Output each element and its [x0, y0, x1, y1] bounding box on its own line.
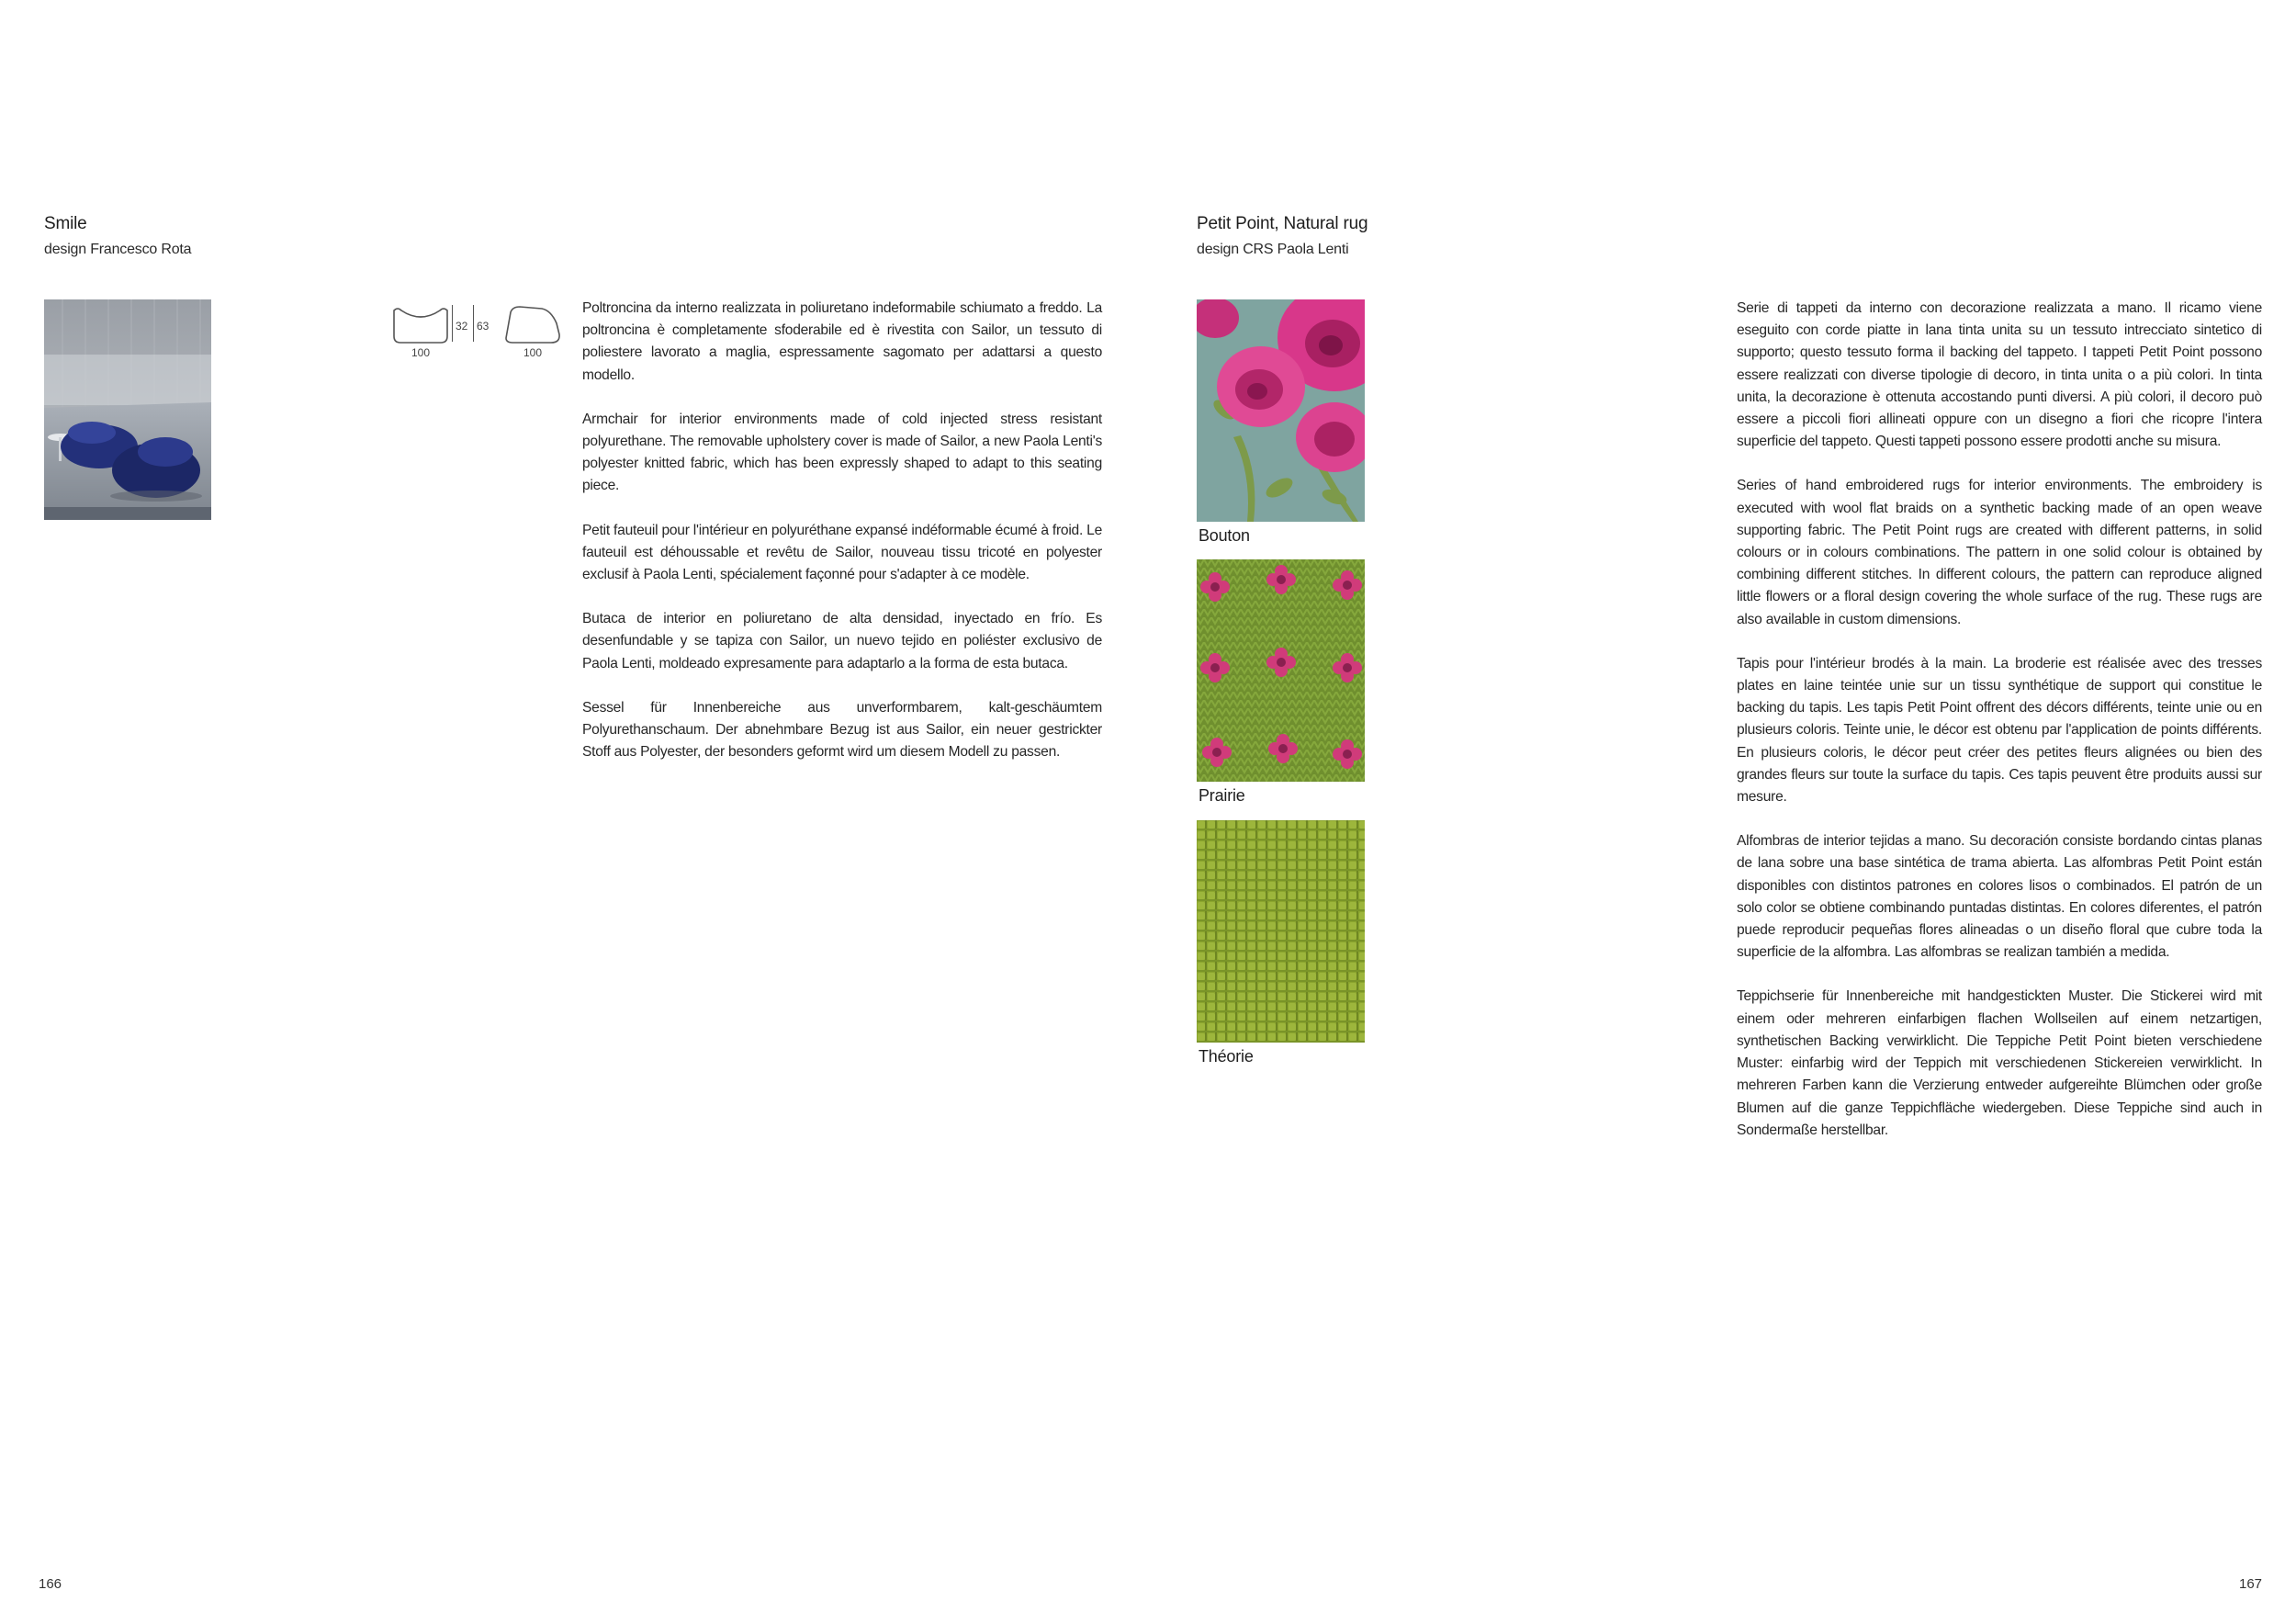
description-german: Teppichserie für Innenbereiche mit handgestickten Muster. Die Stickerei wird mit einem oder mehreren einfarbigen flachen Wollseilen auf einem netzartigen, synthetischen Backing verwirklicht. Die Teppiche Petit Point bieten verschiedene Muster: einfarbig wird der Teppich mit verschiedenen Stickereien verwirklicht. In mehreren Farben kann die Verzierung entweder aufgereihte Blümchen oder große Blumen auf die ganze Teppichfläche wiedergeben. Diese Teppiche sind auch in Sondermaße herstellbar. [1737, 988, 2262, 1138]
product-title-petit-point: Petit Point, Natural rug [1197, 214, 1368, 233]
swatch-bouton-image [1197, 299, 1365, 522]
armchair-front-view-drawing [391, 303, 450, 347]
dimension-drawings [391, 303, 566, 360]
swatch-theorie-image [1197, 820, 1365, 1043]
description-french: Petit fauteuil pour l'intérieur en polyuréthane expansé indéformable écumé à froid. Le fauteuil est déhoussable et revêtu de Sailor, nouveau tissu tricoté en polyester exclusif à Paola Lenti, spécialement façonné pour s'adapter à ce modèle. [582, 522, 1102, 583]
swatch-prairie-label: Prairie [1199, 786, 1245, 805]
petit-point-description [1737, 298, 2262, 1164]
designer-credit-petit-point: design CRS Paola Lenti [1197, 242, 1349, 257]
dimension-divider [452, 305, 453, 342]
description-italian: Poltroncina da interno realizzata in poliuretano indeformabile schiumato a freddo. La poltroncina è completamente sfoderabile ed è rivestita con Sailor, un tessuto di poliestere lavorato a maglia, espressamente sagomato per adattarsi a questo modello. [582, 300, 1102, 383]
description-french: Tapis pour l'intérieur brodés à la main. La broderie est réalisée avec des tresses plates en laine teintée unie sur un tissu synthétique de support qui constitue le backing du tapis. Les tapis Petit Point offrent des décors différents, teinte unie ou en plusieurs coloris. Teinte unie, le décor est obtenu par l'application de points différents. En plusieurs coloris, le décor peut créer des petites fleurs alignées ou bien des grandes fleurs sur toute la surface du tapis. Ces tapis peuvent être produits aussi sur mesure. [1737, 655, 2262, 806]
swatch-bouton-label: Bouton [1199, 526, 1250, 545]
dimension-divider [473, 305, 474, 342]
page-number-left: 166 [39, 1576, 62, 1592]
designer-credit-smile: design Francesco Rota [44, 242, 192, 257]
dimension-seat-height: 32 [456, 320, 468, 333]
dimension-side-width: 100 [523, 346, 543, 359]
description-spanish: Alfombras de interior tejidas a mano. Su decoración consiste bordando cintas planas de lana sobre una base sintética de trama abierta. Las alfombras Petit Point están disponibles con distintos patrones en colores lisos o combinados. El patrón de un solo color se obtiene combinando puntadas distintas. En colores diferentes, el patrón puede reproducir pequeñas flores alineadas o un diseño floral que cubre toda la superficie de la alfombra. Las alfombras se realizan también a medida. [1737, 833, 2262, 961]
description-english: Series of hand embroidered rugs for interior environments. The embroidery is executed with wool flat braids on a synthetic backing made of an open weave supporting fabric. The Petit Point rugs are created with different patterns, in solid colours or in colours combinations. The pattern in one solid colour is obtained by combining different stitches. In different colours, the pattern can reproduce aligned little flowers or a floral design covering the whole surface of the rug. These rugs are also available in custom dimensions. [1737, 478, 2262, 627]
smile-description [582, 298, 1102, 785]
smile-armchair-photo [44, 299, 211, 520]
armchair-side-view-drawing [503, 303, 562, 347]
page-number-right: 167 [2239, 1576, 2263, 1592]
swatch-prairie-image [1197, 559, 1365, 782]
dimension-front-width: 100 [411, 346, 431, 359]
description-spanish: Butaca de interior en poliuretano de alta densidad, inyectado en frío. Es desenfundable y se tapiza con Sailor, un nuevo tejido en poliéster exclusivo de Paola Lenti, moldeado expresamente para adaptarlo a la forma de esta butaca. [582, 611, 1102, 671]
dimension-total-height: 63 [477, 320, 490, 333]
description-english: Armchair for interior environments made of cold injected stress resistant polyurethane. The removable upholstery cover is made of Sailor, a new Paola Lenti's polyester knitted fabric, which has been expressly shaped to adapt to this seating piece. [582, 411, 1102, 494]
description-italian: Serie di tappeti da interno con decorazione realizzata a mano. Il ricamo viene eseguito con corde piatte in lana tinta unita su un tessuto intrecciato sintetico di supporto; questo tessuto forma il backing del tappeto. I tappeti Petit Point possono essere realizzati con diverse tipologie di decoro, in tinta unita o a più colori. In tinta unita, la decorazione è ottenuta accostando punti diversi. A più colori, il decoro può essere a piccoli fiori allineati oppure con un disegno a fiori che ricopre l'intera superficie del tappeto. Questi tappeti possono essere prodotti anche su misura. [1737, 300, 2262, 450]
product-title-smile: Smile [44, 214, 87, 233]
swatch-theorie-label: Théorie [1199, 1047, 1254, 1066]
description-german: Sessel für Innenbereiche aus unverformbarem, kalt-geschäumtem Polyurethanschaum. Der abnehmbare Bezug ist aus Sailor, ein neuer gestrickter Stoff aus Polyester, der besonders geformt wird um diesem Modell zu passen. [582, 699, 1102, 761]
